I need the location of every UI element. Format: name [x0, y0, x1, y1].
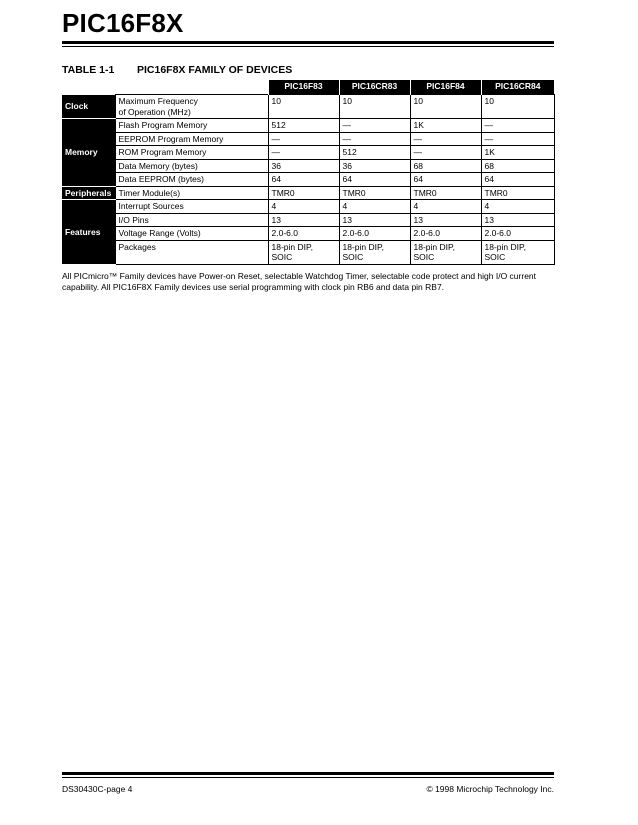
value-cell: 18-pin DIP, SOIC — [268, 240, 339, 264]
value-cell: 13 — [339, 213, 410, 227]
table-row — [62, 119, 554, 133]
table-row — [62, 200, 554, 214]
column-header: PIC16F83 — [268, 80, 339, 95]
value-cell: 1K — [410, 119, 481, 133]
row-group-label-memory: Memory — [62, 119, 115, 187]
value-cell: TMR0 — [268, 186, 339, 200]
table-row — [62, 213, 554, 227]
value-cell: — — [339, 132, 410, 146]
footer-rule-thick — [62, 772, 554, 775]
feature-label: I/O Pins — [115, 213, 268, 227]
value-cell: 10 — [481, 95, 554, 119]
feature-label: Packages — [115, 240, 268, 264]
feature-label: Data Memory (bytes) — [115, 159, 268, 173]
page-title: PIC16F8X — [62, 8, 184, 38]
value-cell: 10 — [339, 95, 410, 119]
row-group-label-features: Features — [62, 200, 115, 265]
value-cell: 13 — [268, 213, 339, 227]
column-header: PIC16CR84 — [481, 80, 554, 95]
header-rule-thick — [62, 41, 554, 44]
value-cell: 64 — [268, 173, 339, 187]
row-group-label-clock: Clock — [62, 95, 115, 119]
footer-copyright: © 1998 Microchip Technology Inc. — [426, 784, 554, 794]
value-cell: 36 — [268, 159, 339, 173]
feature-label: ROM Program Memory — [115, 146, 268, 160]
feature-label: Flash Program Memory — [115, 119, 268, 133]
value-cell: — — [481, 119, 554, 133]
value-cell: 2.0-6.0 — [481, 227, 554, 241]
value-cell: 18-pin DIP, SOIC — [481, 240, 554, 264]
table-row — [62, 227, 554, 241]
value-cell: TMR0 — [481, 186, 554, 200]
value-cell: 36 — [339, 159, 410, 173]
device-family-table — [62, 80, 555, 265]
feature-label: Voltage Range (Volts) — [115, 227, 268, 241]
value-cell: 4 — [268, 200, 339, 214]
value-cell: — — [410, 146, 481, 160]
header-blank-cell — [115, 80, 268, 95]
header-rule-thin — [62, 46, 554, 47]
footer-rule-thin — [62, 777, 554, 778]
value-cell: 2.0-6.0 — [410, 227, 481, 241]
column-header: PIC16F84 — [410, 80, 481, 95]
value-cell: 2.0-6.0 — [268, 227, 339, 241]
value-cell: — — [268, 132, 339, 146]
value-cell: 10 — [410, 95, 481, 119]
value-cell: 18-pin DIP, SOIC — [410, 240, 481, 264]
value-cell: 10 — [268, 95, 339, 119]
value-cell: 512 — [339, 146, 410, 160]
value-cell: — — [339, 119, 410, 133]
table-header-row — [62, 80, 554, 95]
value-cell: 4 — [339, 200, 410, 214]
feature-label: Maximum Frequency of Operation (MHz) — [115, 95, 268, 119]
table-row — [62, 132, 554, 146]
feature-label: EEPROM Program Memory — [115, 132, 268, 146]
table-row — [62, 173, 554, 187]
feature-label: Data EEPROM (bytes) — [115, 173, 268, 187]
value-cell: 4 — [481, 200, 554, 214]
value-cell: TMR0 — [410, 186, 481, 200]
value-cell: TMR0 — [339, 186, 410, 200]
row-group-label-peripherals: Peripherals — [62, 186, 115, 200]
value-cell: 64 — [410, 173, 481, 187]
table-row — [62, 240, 554, 264]
value-cell: — — [268, 146, 339, 160]
value-cell: 18-pin DIP, SOIC — [339, 240, 410, 264]
feature-label: Interrupt Sources — [115, 200, 268, 214]
table-caption — [62, 64, 292, 76]
value-cell: 68 — [481, 159, 554, 173]
value-cell: — — [481, 132, 554, 146]
value-cell: 13 — [481, 213, 554, 227]
value-cell: 68 — [410, 159, 481, 173]
value-cell: 64 — [481, 173, 554, 187]
value-cell: 4 — [410, 200, 481, 214]
table-footnote: All PICmicro™ Family devices have Power-on Reset, selectable Watchdog Timer, selectable code protect and high I/O current capability. All PIC16F8X Family devices use serial programming with clock pin RB6 and data pin RB7. — [62, 271, 537, 292]
table-caption-number: TABLE 1-1 — [62, 64, 115, 76]
value-cell: 64 — [339, 173, 410, 187]
table-caption-title: PIC16F8X FAMILY OF DEVICES — [137, 64, 293, 76]
column-header: PIC16CR83 — [339, 80, 410, 95]
table-row — [62, 146, 554, 160]
value-cell: — — [410, 132, 481, 146]
value-cell: 13 — [410, 213, 481, 227]
footer-doc-id: DS30430C-page 4 — [62, 784, 133, 794]
table-row — [62, 186, 554, 200]
table-row — [62, 95, 554, 119]
value-cell: 2.0-6.0 — [339, 227, 410, 241]
feature-label: Timer Module(s) — [115, 186, 268, 200]
table-row — [62, 159, 554, 173]
header-blank-cell — [62, 80, 115, 95]
value-cell: 512 — [268, 119, 339, 133]
value-cell: 1K — [481, 146, 554, 160]
